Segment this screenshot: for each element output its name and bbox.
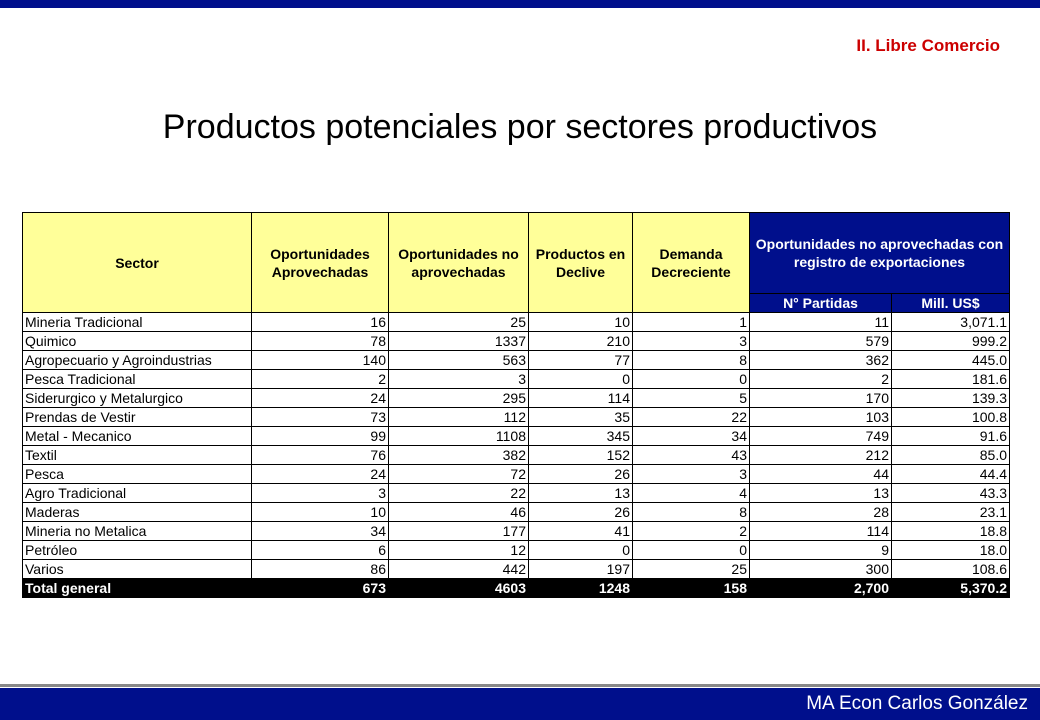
table-body bbox=[23, 313, 1010, 579]
value-cell: 0 bbox=[633, 541, 750, 560]
total-cell: 1248 bbox=[529, 579, 633, 598]
sector-cell: Petróleo bbox=[23, 541, 252, 560]
total-cell: 4603 bbox=[389, 579, 529, 598]
value-cell: 0 bbox=[529, 370, 633, 389]
sector-cell: Agro Tradicional bbox=[23, 484, 252, 503]
page-title: Productos potenciales por sectores productivos bbox=[162, 108, 878, 146]
data-table bbox=[22, 212, 1010, 598]
value-cell: 197 bbox=[529, 560, 633, 579]
table-row bbox=[23, 446, 1010, 465]
value-cell: 140 bbox=[252, 351, 389, 370]
value-cell: 77 bbox=[529, 351, 633, 370]
sector-cell: Maderas bbox=[23, 503, 252, 522]
value-cell: 18.8 bbox=[892, 522, 1010, 541]
sector-cell: Varios bbox=[23, 560, 252, 579]
sector-cell: Prendas de Vestir bbox=[23, 408, 252, 427]
value-cell: 579 bbox=[750, 332, 892, 351]
value-cell: 177 bbox=[389, 522, 529, 541]
value-cell: 362 bbox=[750, 351, 892, 370]
value-cell: 108.6 bbox=[892, 560, 1010, 579]
sector-cell: Metal - Mecanico bbox=[23, 427, 252, 446]
value-cell: 112 bbox=[389, 408, 529, 427]
value-cell: 1337 bbox=[389, 332, 529, 351]
sector-cell: Mineria no Metalica bbox=[23, 522, 252, 541]
value-cell: 749 bbox=[750, 427, 892, 446]
table-row bbox=[23, 351, 1010, 370]
value-cell: 0 bbox=[633, 370, 750, 389]
sector-cell: Mineria Tradicional bbox=[23, 313, 252, 332]
value-cell: 2 bbox=[252, 370, 389, 389]
header-demanda-decreciente: Demanda Decreciente bbox=[633, 213, 750, 313]
footer-author: MA Econ Carlos González bbox=[806, 693, 1028, 714]
value-cell: 563 bbox=[389, 351, 529, 370]
value-cell: 26 bbox=[529, 465, 633, 484]
value-cell: 22 bbox=[633, 408, 750, 427]
value-cell: 181.6 bbox=[892, 370, 1010, 389]
value-cell: 2 bbox=[633, 522, 750, 541]
value-cell: 210 bbox=[529, 332, 633, 351]
value-cell: 139.3 bbox=[892, 389, 1010, 408]
sector-cell: Pesca bbox=[23, 465, 252, 484]
table-row bbox=[23, 503, 1010, 522]
value-cell: 76 bbox=[252, 446, 389, 465]
table-row bbox=[23, 560, 1010, 579]
value-cell: 6 bbox=[252, 541, 389, 560]
value-cell: 43 bbox=[633, 446, 750, 465]
value-cell: 212 bbox=[750, 446, 892, 465]
value-cell: 3 bbox=[633, 465, 750, 484]
table-row bbox=[23, 465, 1010, 484]
value-cell: 100.8 bbox=[892, 408, 1010, 427]
value-cell: 99 bbox=[252, 427, 389, 446]
value-cell: 24 bbox=[252, 389, 389, 408]
total-row bbox=[23, 579, 1010, 598]
table-row bbox=[23, 313, 1010, 332]
value-cell: 152 bbox=[529, 446, 633, 465]
value-cell: 114 bbox=[529, 389, 633, 408]
value-cell: 2 bbox=[750, 370, 892, 389]
table-row bbox=[23, 389, 1010, 408]
total-label: Total general bbox=[23, 579, 252, 598]
value-cell: 11 bbox=[750, 313, 892, 332]
value-cell: 91.6 bbox=[892, 427, 1010, 446]
header-productos-en-declive: Productos en Declive bbox=[529, 213, 633, 313]
value-cell: 170 bbox=[750, 389, 892, 408]
value-cell: 13 bbox=[529, 484, 633, 503]
total-cell: 2,700 bbox=[750, 579, 892, 598]
value-cell: 46 bbox=[389, 503, 529, 522]
table-row bbox=[23, 522, 1010, 541]
value-cell: 25 bbox=[633, 560, 750, 579]
value-cell: 26 bbox=[529, 503, 633, 522]
value-cell: 34 bbox=[252, 522, 389, 541]
value-cell: 999.2 bbox=[892, 332, 1010, 351]
value-cell: 78 bbox=[252, 332, 389, 351]
value-cell: 345 bbox=[529, 427, 633, 446]
value-cell: 1 bbox=[633, 313, 750, 332]
table-row bbox=[23, 484, 1010, 503]
sector-cell: Siderurgico y Metalurgico bbox=[23, 389, 252, 408]
value-cell: 295 bbox=[389, 389, 529, 408]
value-cell: 43.3 bbox=[892, 484, 1010, 503]
value-cell: 25 bbox=[389, 313, 529, 332]
value-cell: 28 bbox=[750, 503, 892, 522]
value-cell: 24 bbox=[252, 465, 389, 484]
value-cell: 3 bbox=[633, 332, 750, 351]
value-cell: 72 bbox=[389, 465, 529, 484]
value-cell: 23.1 bbox=[892, 503, 1010, 522]
sector-cell: Textil bbox=[23, 446, 252, 465]
value-cell: 35 bbox=[529, 408, 633, 427]
value-cell: 3,071.1 bbox=[892, 313, 1010, 332]
value-cell: 8 bbox=[633, 351, 750, 370]
header-mill-usd: Mill. US$ bbox=[892, 294, 1010, 313]
value-cell: 3 bbox=[252, 484, 389, 503]
footer-divider bbox=[0, 684, 1040, 687]
value-cell: 5 bbox=[633, 389, 750, 408]
value-cell: 300 bbox=[750, 560, 892, 579]
total-cell: 673 bbox=[252, 579, 389, 598]
value-cell: 12 bbox=[389, 541, 529, 560]
value-cell: 34 bbox=[633, 427, 750, 446]
total-cell: 5,370.2 bbox=[892, 579, 1010, 598]
value-cell: 44 bbox=[750, 465, 892, 484]
header-oportunidades-no-aprovechadas: Oportunidades no aprovechadas bbox=[389, 213, 529, 313]
header-sector: Sector bbox=[23, 213, 252, 313]
value-cell: 44.4 bbox=[892, 465, 1010, 484]
value-cell: 10 bbox=[252, 503, 389, 522]
value-cell: 22 bbox=[389, 484, 529, 503]
sector-cell: Quimico bbox=[23, 332, 252, 351]
value-cell: 103 bbox=[750, 408, 892, 427]
value-cell: 18.0 bbox=[892, 541, 1010, 560]
value-cell: 73 bbox=[252, 408, 389, 427]
table-row bbox=[23, 332, 1010, 351]
top-bar bbox=[0, 0, 1040, 8]
value-cell: 3 bbox=[389, 370, 529, 389]
value-cell: 16 bbox=[252, 313, 389, 332]
value-cell: 114 bbox=[750, 522, 892, 541]
total-cell: 158 bbox=[633, 579, 750, 598]
sector-cell: Agropecuario y Agroindustrias bbox=[23, 351, 252, 370]
value-cell: 41 bbox=[529, 522, 633, 541]
sector-cell: Pesca Tradicional bbox=[23, 370, 252, 389]
value-cell: 442 bbox=[389, 560, 529, 579]
header-oportunidades-aprovechadas: Oportunidades Aprovechadas bbox=[252, 213, 389, 313]
value-cell: 382 bbox=[389, 446, 529, 465]
value-cell: 0 bbox=[529, 541, 633, 560]
table-row bbox=[23, 541, 1010, 560]
value-cell: 1108 bbox=[389, 427, 529, 446]
table-row bbox=[23, 427, 1010, 446]
value-cell: 9 bbox=[750, 541, 892, 560]
value-cell: 13 bbox=[750, 484, 892, 503]
value-cell: 85.0 bbox=[892, 446, 1010, 465]
value-cell: 8 bbox=[633, 503, 750, 522]
section-label: II. Libre Comercio bbox=[856, 36, 1000, 55]
value-cell: 445.0 bbox=[892, 351, 1010, 370]
value-cell: 4 bbox=[633, 484, 750, 503]
value-cell: 86 bbox=[252, 560, 389, 579]
header-n-partidas: N° Partidas bbox=[750, 294, 892, 313]
table-row bbox=[23, 408, 1010, 427]
table-row bbox=[23, 370, 1010, 389]
value-cell: 10 bbox=[529, 313, 633, 332]
header-group-registro-exportaciones: Oportunidades no aprovechadas con registro de exportaciones bbox=[750, 213, 1010, 294]
